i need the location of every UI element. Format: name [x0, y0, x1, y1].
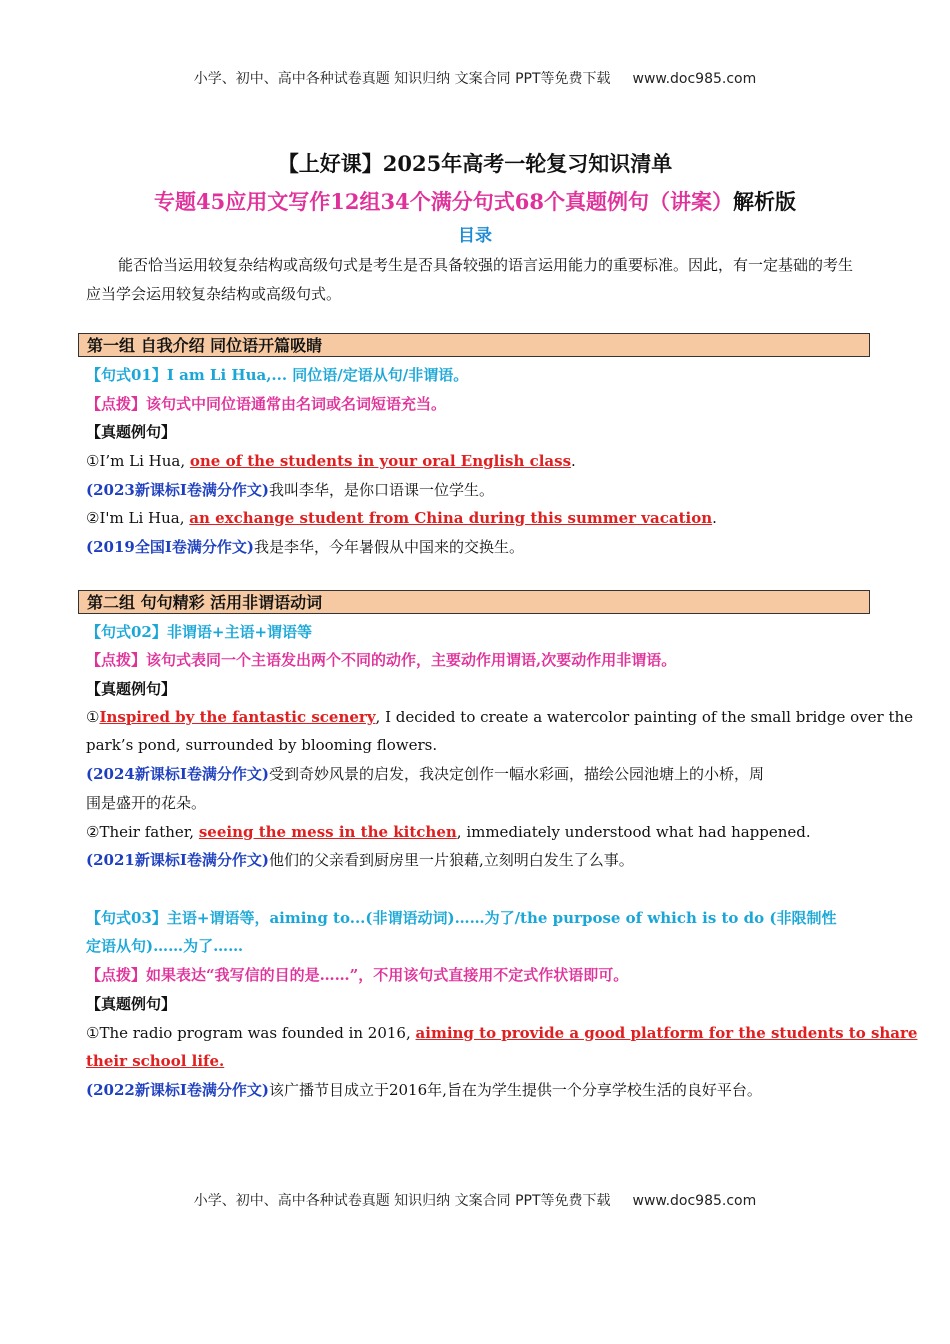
example-sentence-cont [86, 1047, 872, 1076]
example-source: (2019全国I卷满分作文) [86, 538, 254, 556]
example-source-line [86, 846, 872, 875]
example-translation: 该广播节目成立于2016年,旨在为学生提供一个分享学校生活的良好平台。 [268, 1081, 762, 1099]
group-header-2: 第二组 句句精彩 活用非谓语动词 [78, 590, 870, 614]
example-source-line [86, 1076, 872, 1105]
example-sentence [86, 818, 872, 847]
subtitle-suffix: 解析版 [732, 189, 796, 214]
header-text: 小学、初中、高中各种试卷真题 知识归纳 文案合同 PPT等免费下载 [193, 71, 611, 87]
example-highlight: Inspired by the fantastic scenery [99, 708, 376, 726]
example-translation: 他们的父亲看到厨房里一片狼藉,立刻明白发生了么事。 [268, 851, 634, 869]
page-header [0, 68, 950, 88]
example-text: ①I’m Li Hua, [86, 452, 190, 470]
example-source: (2023新课标I卷满分作文) [86, 481, 269, 499]
pattern-03: 【句式03】主语+谓语等，aiming to...(非谓语动词)……为了/the purpose of which is to do (非限制性 [86, 909, 837, 927]
example-text: ① [86, 708, 100, 726]
pattern-01: 【句式01】I am Li Hua,... 同位语/定语从句/非谓语。 [86, 366, 469, 384]
header-url[interactable]: www.doc985.com [632, 71, 757, 87]
document-title: 【上好课】2025年高考一轮复习知识清单 [277, 151, 673, 176]
example-source: (2024新课标I卷满分作文) [86, 765, 269, 783]
example-source-line [86, 533, 872, 562]
example-text: ②Their father, [86, 823, 199, 841]
example-sentence [86, 447, 872, 476]
page-footer [0, 1190, 950, 1210]
example-highlight: an exchange student from China during this summer vacation [189, 509, 713, 527]
example-text: ②I'm Li Hua, [86, 509, 190, 527]
example-sentence [86, 703, 914, 732]
intro-paragraph: 能否恰当运用较复杂结构或高级句式是考生是否具备较强的语言运用能力的重要标准。因此，有一定基础的考生应当学会运用较复杂结构或高级句式。 [86, 256, 854, 303]
example-highlight: seeing the mess in the kitchen [198, 823, 457, 841]
pattern-02: 【句式02】非谓语+主语+谓语等 [86, 623, 313, 641]
example-sentence [86, 504, 872, 533]
example-source: (2022新课标I卷满分作文) [86, 1081, 269, 1099]
example-text-end: . [712, 509, 717, 527]
group-header-1: 第一组 自我介绍 同位语开篇吸睛 [78, 333, 870, 357]
example-translation: 受到奇妙风景的启发，我决定创作一幅水彩画，描绘公园池塘上的小桥，周 [268, 765, 764, 783]
example-text-end: . [571, 452, 576, 470]
pattern-03-cont: 定语从句)……为了…… [86, 937, 244, 955]
tip-03: 【点拨】如果表达“我写信的目的是……”，不用该句式直接用不定式作状语即可。 [86, 966, 629, 984]
example-highlight: aiming to provide a good platform for the students to share [415, 1024, 918, 1042]
toc-link[interactable]: 目录 [458, 226, 492, 246]
example-source-line [86, 476, 872, 505]
tip-02: 【点拨】该句式表同一个主语发出两个不同的动作，主要动作用谓语,次要动作用非谓语。 [86, 651, 677, 669]
example-source: (2021新课标I卷满分作文) [86, 851, 269, 869]
example-sentence [86, 1019, 918, 1048]
example-text: ①The radio program was founded in 2016, [86, 1024, 416, 1042]
footer-url[interactable]: www.doc985.com [632, 1193, 757, 1209]
example-highlight: their school life. [86, 1052, 225, 1070]
example-highlight: one of the students in your oral English class [189, 452, 572, 470]
footer-text: 小学、初中、高中各种试卷真题 知识归纳 文案合同 PPT等免费下载 [193, 1193, 611, 1209]
tip-01: 【点拨】该句式中同位语通常由名词或名词短语充当。 [86, 395, 447, 413]
examples-label-03: 【真题例句】 [86, 995, 177, 1013]
subtitle-main: 专题45应用文写作12组34个满分句式68个真题例句（讲案） [154, 189, 733, 214]
example-translation: 我叫李华，是你口语课一位学生。 [268, 481, 494, 499]
examples-label-02: 【真题例句】 [86, 680, 177, 698]
example-translation-cont: 围是盛开的花朵。 [86, 794, 207, 812]
example-translation: 我是李华，今年暑假从中国来的交换生。 [253, 538, 524, 556]
example-sentence-cont: park’s pond, surrounded by blooming flowers. [86, 736, 438, 754]
examples-label-01: 【真题例句】 [86, 423, 177, 441]
example-source-line [86, 760, 872, 789]
example-text-end: , I decided to create a watercolor painting of the small bridge over the [375, 708, 914, 726]
document-subtitle [0, 186, 950, 216]
example-text-end: , immediately understood what had happened. [456, 823, 811, 841]
